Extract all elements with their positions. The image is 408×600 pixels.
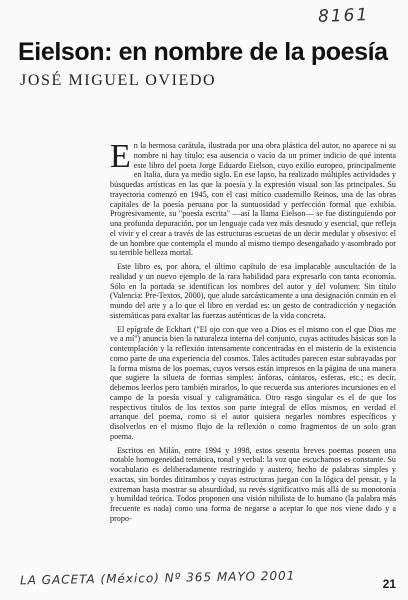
page-number: 21 xyxy=(382,577,396,591)
article-title: Eielson: en nombre de la poesía xyxy=(18,38,388,66)
paragraph-3: El epígrafe de Eckhart ("El ojo con que veo a Dios es el mismo con el que Dios me ve a mí") anuncia bien la naturaleza interna del conjunto, cuyas actitudes básicas son la contemplación y la reflexión intensamente concentradas en el misterio de la existencia como parte de una experiencia del cosmos. Tales actitudes parecen estar subrayadas por la forma misma de los poemas, cuyos versos están impresos en la página de una manera que sugiere la silueta de formas simples: ánforas, cántaros, esferas, etc.; es decir, debemos leerlos pero también mirarlos, lo que recuerda sus anteriores incursiones en el campo de la poesía visual y caligramática. Otro rasgo singular es el de que los respectivos títulos de los textos son parte integral de ellos mismos, en verdad el arranque del poema, como si el autor quisiera negarles nombres específicos y disolverlos en el mismo flujo de la reflexión o como fragmentos de un solo gran poema. xyxy=(110,324,396,441)
paragraph-2: Este libro es, por ahora, el último capítulo de esa implacable auscultación de la realidad y un nuevo ejemplo de la rara habilidad para expresarlo con tanta economía. Sólo en la portada se identifican los nombres del autor y del volumen: Sin título (Valencia: Pre-Textos, 2000), que alude sarcásticamente a una designación común en el mundo del arte y a lo que el libro en verdad es: un gesto de contradicción y negación sistemáticas para exaltar las fuerzas auténticas de la vida concreta. xyxy=(110,262,396,320)
article-author: JOSÉ MIGUEL OVIEDO xyxy=(20,72,217,89)
paragraph-1-text: n la hermosa carátula, ilustrada por una obra plástica del autor, no aparece ni su nombre ni hay título; esa ausencia o vacío da un primer indicio de qué intenta este libro del poeta Jorge Eduardo Eielson, cuyo exilio europeo, principalmente en Italia, dura ya medio siglo. En ese lapso, ha realizado múltiples actividades y búsquedas artísticas en las que la poesía y la expresión visual son las principales. Su trayectoria comenzó en 1945, con el casi mítico cuadernillo Reinos, una de las obras capitales de la poesía peruana por la suntuosidad y perfección formal que exhibía. Progresivamente, su "poesía escrita" —así la llama Eielson— se fue distinguiendo por una profunda depuración, por un lenguaje cada vez más desnudo y esencial, que refleja el vivir y el crear a través de las estructuras escuetas de un decir medular y obsesivo: el de un hombre que contempla el mundo al mismo tiempo desengañado y asombrado por su terrible belleza mortal. xyxy=(110,141,396,258)
article-body xyxy=(110,138,396,524)
paragraph-1 xyxy=(110,138,396,258)
paragraph-4: Escritos en Milán, entre 1994 y 1998, estos sesenta breves poemas poseen una notable homogeneidad temática, tonal y verbal: la voz que escuchamos es constante. Su vocabulario es deliberadamente restringido y austero, hecho de palabras simples y exactas, sin bordes ditirambos y cuyas estructuras juegan con la lógica del pensar, y la extreman hasta mostrar su absurdidad, su revés significativo más allá de su monotonía y humildad teórica. Todos proponen una visión nihilista de lo humano (la palabra más frecuente es nada) como una forma de negarse a aceptar lo que nos viene dado y a propo- xyxy=(110,445,396,523)
handwritten-catalog-number: 8161 xyxy=(317,5,370,27)
handwritten-source-note: LA GACETA (México) Nº 365 MAYO 2001 xyxy=(19,568,296,588)
drop-cap: E xyxy=(110,138,131,175)
